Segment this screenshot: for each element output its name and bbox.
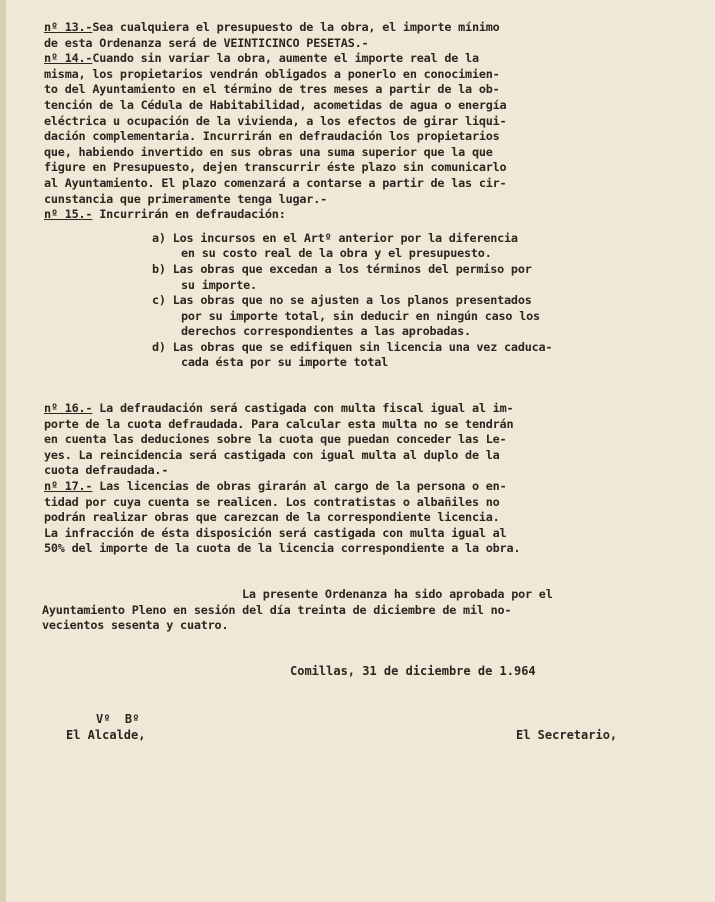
art14-line-1: nº 14.-Cuando sin variar la obra, aumente el importe real de la [44, 51, 479, 66]
art15-item-b-cont: su importe. [181, 277, 257, 292]
art14-line: eléctrica u ocupación de la vivienda, a los efectos de girar liqui- [44, 113, 507, 128]
art15-item-c-cont: por su importe total, sin deducir en ningún caso los [181, 308, 540, 323]
art15-item-a-cont: en su costo real de la obra y el presupuesto. [181, 246, 492, 261]
art14-label: nº 14.- [44, 51, 93, 66]
art13-label: nº 13.- [44, 20, 93, 34]
art16-line: yes. La reincidencia será castigada con igual multa al duplo de la [44, 447, 500, 462]
approval-line-3: vecientos sesenta y cuatro. [42, 618, 229, 633]
art16-line-1: nº 16.- La defraudación será castigada con multa fiscal igual al im- [44, 401, 514, 416]
vobo-label: Vº Bº [96, 712, 140, 726]
art16-line: porte de la cuota defraudada. Para calcular esta multa no se tendrán [44, 416, 514, 431]
art17-label: nº 17.- [44, 479, 93, 494]
art15-item-c-cont: derechos correspondientes a las aprobadas. [181, 324, 471, 339]
art14-line: misma, los propietarios vendrán obligados a ponerlo en conocimien- [44, 66, 500, 81]
secretario-signature-label: El Secretario, [516, 728, 618, 742]
art15-item-d: d) Las obras que se edifiquen sin licencia una vez caduca- [152, 339, 553, 354]
art17-line: La infracción de ésta disposición será castigada con multa igual al [44, 525, 507, 540]
art17-line: tidad por cuya cuenta se realicen. Los contratistas o albañiles no [44, 494, 500, 509]
art17-line: podrán realizar obras que carezcan de la correspondiente licencia. [44, 510, 500, 525]
art14-line: to del Ayuntamiento en el término de tres meses a partir de la ob- [44, 82, 500, 97]
art14-line: figure en Presupuesto, dejen transcurrir éste plazo sin comunicarlo [44, 160, 507, 175]
ordinance-text [44, 20, 708, 634]
art13-line-2: de esta Ordenanza será de VEINTICINCO PESETAS.- [44, 35, 369, 50]
art13-line-1: nº 13.-Sea cualquiera el presupuesto de la obra, el importe mínimo [44, 20, 500, 34]
art14-line: cunstancia que primeramente tenga lugar.- [44, 191, 327, 206]
approval-line-2: Ayuntamiento Pleno en sesión del día treinta de diciembre de mil no- [42, 602, 512, 617]
art15-item-b: b) Las obras que excedan a los términos del permiso por [152, 261, 532, 276]
art14-line: tención de la Cédula de Habitabilidad, acometidas de agua o energía [44, 97, 507, 112]
art15-item-d-cont: cada ésta por su importe total [181, 355, 389, 370]
art17-line-1: nº 17.- Las licencias de obras girarán al cargo de la persona o en- [44, 479, 507, 494]
place-date: Comillas, 31 de diciembre de 1.964 [290, 664, 536, 678]
approval-line-1: La presente Ordenanza ha sido aprobada por el [242, 587, 553, 601]
art14-line: que, habiendo invertido en sus obras una suma superior que la que [44, 144, 493, 159]
art16-line: cuota defraudada.- [44, 463, 169, 478]
art14-line: al Ayuntamiento. El plazo comenzará a contarse a partir de las cir- [44, 175, 507, 190]
art16-label: nº 16.- [44, 401, 93, 416]
art15-item-c: c) Las obras que no se ajusten a los planos presentados [152, 293, 532, 308]
art16-line: en cuenta las deduciones sobre la cuota que puedan conceder las Le- [44, 432, 507, 447]
art15-label: nº 15.- [44, 207, 93, 222]
art14-line: dación complementaria. Incurrirán en defraudación los propietarios [44, 129, 500, 144]
alcalde-signature-label: El Alcalde, [66, 728, 146, 742]
art15-item-a: a) Los incursos en el Artº anterior por la diferencia [152, 230, 518, 245]
art17-line: 50% del importe de la cuota de la licencia correspondiente a la obra. [44, 541, 521, 556]
art15-line-1: nº 15.- Incurrirán en defraudación: [44, 207, 286, 222]
